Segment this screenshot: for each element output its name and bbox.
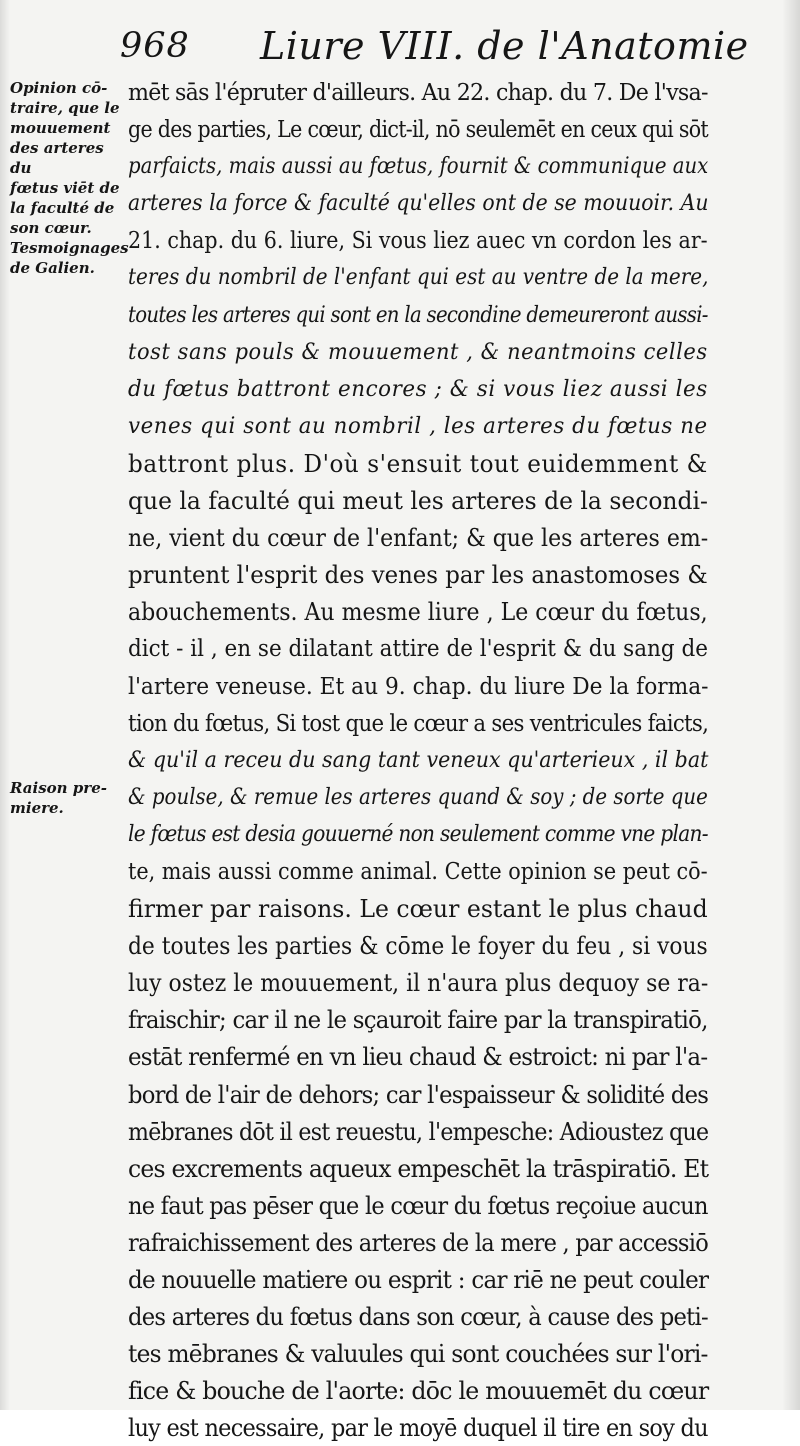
text-line: bord de l'air de dehors; car l'espaisseur & solidité des [128,1079,709,1109]
text-line: mēbranes dōt il est reuestu, l'empesche: Adioustez que [128,1116,709,1146]
text-line: pruntent l'esprit des venes par les anastomoses & [128,560,708,590]
text-line: dict - il , en se dilatant attire de l'esprit & du sang de [128,634,708,663]
running-head: Liure VIII. de l'Anatomie [260,24,749,68]
text-line: & poulse, & remue les arteres quand & soy ; de sorte que [128,783,708,810]
text-line: venes qui sont au nombril , les arteres du fœtus ne [128,412,708,439]
text-line: abouchements. Au mesme liure , Le cœur du fœtus, [128,597,708,627]
text-line: des arteres du fœtus dans son cœur, à cause des peti- [128,1302,708,1332]
text-line: fraischir; car il ne le sçauroit faire par la transpiratiō, [128,1005,708,1035]
text-line: 21. chap. du 6. liure, Si vous liez auec vn cordon les ar- [128,226,708,255]
text-line: de nouuelle matiere ou esprit : car riē ne peut couler [128,1265,709,1294]
body-text [128,74,708,1446]
text-line: ces excrements aqueux empeschēt la trāspiratiō. Et [128,1153,709,1183]
text-line: ne, vient du cœur de l'enfant; & que les arteres em- [128,523,709,553]
text-line: ne faut pas pēser que le cœur du fœtus reçoiue aucun [128,1190,708,1220]
text-line: du fœtus battront encores ; & si vous liez aussi les [128,375,708,402]
text-line: ge des parties, Le cœur, dict-il, nō seulemēt en ceux qui sōt [128,115,708,144]
text-line: luy est necessaire, par le moyē duquel il tire en soy du [128,1413,708,1443]
text-line: tes mēbranes & valuules qui sont couchées sur l'ori- [128,1339,708,1369]
text-line: tost sans pouls & mouuement , & neantmoins celles [128,338,708,365]
text-line: te, mais aussi comme animal. Cette opinion se peut cō- [128,856,708,885]
text-line: mēt sās l'épruter d'ailleurs. Au 22. chap. du 7. De l'vsa- [128,78,708,106]
text-line: le fœtus est desia gouuerné non seulement comme vne plan- [128,820,708,847]
text-line: firmer par raisons. Le cœur estant le plus chaud [128,894,708,924]
text-line: l'artere veneuse. Et au 9. chap. du liure De la forma- [128,671,709,700]
margin-note-opinion: Opinion cō- traire, que le mouuement des arteres du fœtus viēt de la faculté de son cœur. Tesmoignages de Galien. [10,79,129,277]
text-line: battront plus. D'où s'ensuit tout euidemment & [128,448,708,478]
margin-note-raison: Raison pre- miere. [10,779,107,817]
text-line: teres du nombril de l'enfant qui est au ventre de la mere, [128,264,709,291]
text-line: que la faculté qui meut les arteres de la secondi- [128,486,708,516]
text-line: parfaicts, mais aussi au fœtus, fournit & communique aux [128,153,709,180]
text-line: & qu'il a receu du sang tant veneux qu'arterieux , il bat [128,746,709,773]
text-line: luy ostez le mouuement, il n'aura plus dequoy se ra- [128,968,709,998]
text-line: estāt renfermé en vn lieu chaud & estroict: ni par l'a- [128,1042,708,1072]
text-line: rafraichissement des arteres de la mere , par accessiō [128,1227,709,1257]
text-line: toutes les arteres qui sont en la secondine demeureront aussi- [128,301,708,328]
text-line: fice & bouche de l'aorte: dōc le mouuemēt du cœur [128,1376,709,1406]
text-line: arteres la force & faculté qu'elles ont de se mouuoir. Au [128,190,709,217]
page-number: 968 [120,26,190,66]
text-line: tion du fœtus, Si tost que le cœur a ses ventricules faicts, [128,708,709,737]
text-line: de toutes les parties & cōme le foyer du feu , si vous [128,931,708,961]
page-header [120,18,749,74]
